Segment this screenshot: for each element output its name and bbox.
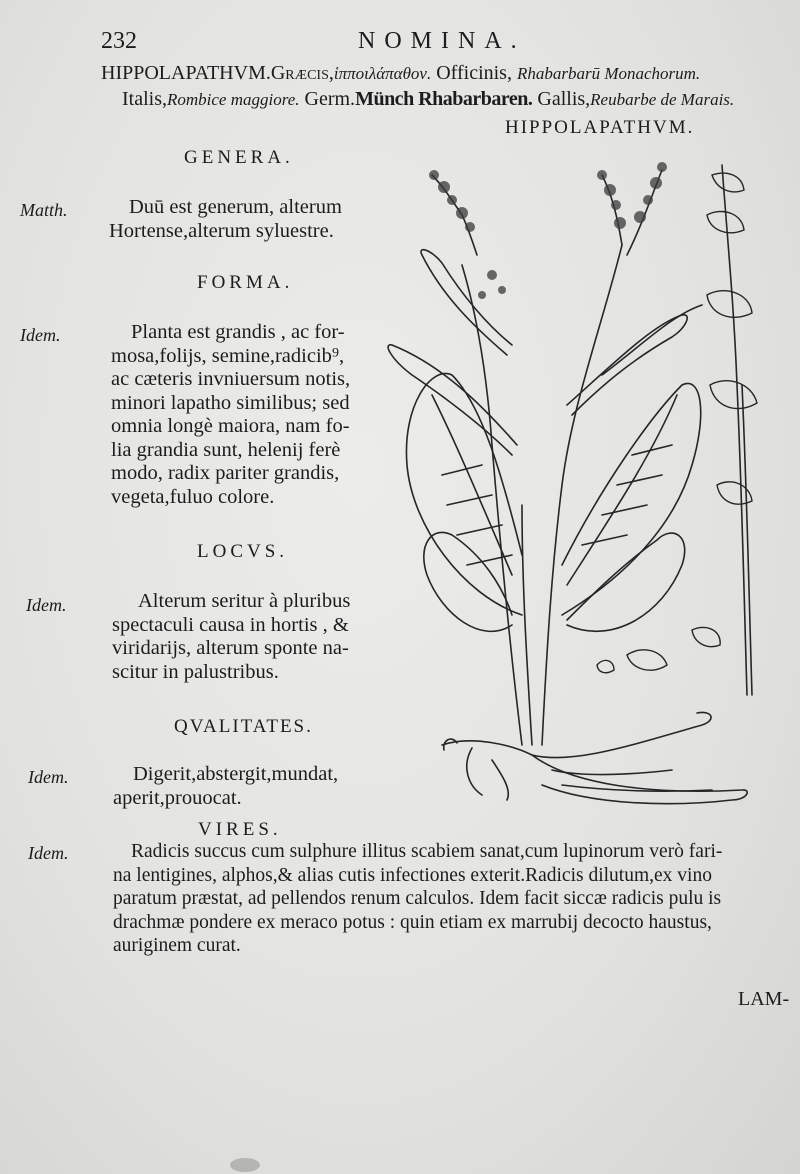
text-line: Duū est generum, alterum [129, 196, 342, 218]
text-line: drachmæ pondere ex meraco potus : quin etiam ex marrubij decocto haustus, [113, 911, 712, 933]
running-title: NOMINA. [358, 28, 526, 54]
heading-genera: GENERA. [184, 147, 294, 168]
text-line: auriginem curat. [113, 935, 241, 956]
heading-locus: LOCVS. [197, 541, 289, 562]
locus-text [112, 590, 350, 684]
names-italis: Italis, [122, 88, 167, 110]
margin-note-qualitates: Idem. [28, 767, 69, 787]
text-line: minori lapatho similibus; sed [111, 391, 350, 414]
page-number: 232 [101, 28, 137, 54]
margin-note-genera: Matth. [20, 200, 68, 220]
genera-text [109, 196, 342, 243]
text-line: mosa,folijs, semine,radicib⁹, [111, 344, 345, 367]
text-line: Radicis succus cum sulphure illitus scabiem sanat,cum lupinorum verò fari- [131, 841, 723, 862]
figure-caption: HIPPOLAPATHVM. [505, 117, 695, 138]
heading-forma: FORMA. [197, 272, 294, 293]
names-main: HIPPOLAPATHVM.Græcis, [101, 62, 334, 84]
text-line: viridarijs, alterum sponte na- [112, 637, 349, 659]
text-line: ac cæteris invniuersum notis, [111, 368, 351, 390]
text-line: Hortense,alterum syluestre. [109, 219, 334, 242]
names-greek: ἱπποιλάπαθον. [333, 64, 432, 83]
names-italian-name: Rombice maggiore. [167, 90, 300, 109]
names-officinis-name: Rhabarbarū Monachorum. [516, 64, 701, 83]
names-line-2 [122, 88, 734, 111]
vires-text [113, 840, 722, 958]
text-line: vegeta,fuluo colore. [111, 485, 275, 508]
forma-text [111, 321, 350, 509]
names-germ: Germ. [299, 88, 356, 110]
text-line: scitur in palustribus. [112, 660, 279, 683]
qualitates-text [113, 763, 338, 810]
text-line: modo, radix pariter grandis, [111, 462, 340, 484]
heading-qualitates: QVALITATES. [174, 716, 313, 737]
names-gallis: Gallis, [532, 88, 591, 110]
page-smudge [230, 1158, 260, 1172]
text-line: Planta est grandis , ac for- [131, 321, 345, 343]
catchword: LAM- [738, 988, 790, 1010]
hippolapathum-woodcut-illustration [372, 145, 796, 810]
text-line: omnia longè maiora, nam fo- [111, 415, 350, 437]
text-line: spectaculi causa in hortis , & [112, 613, 349, 636]
text-line: lia grandia sunt, helenij ferè [111, 438, 341, 461]
text-line: aperit,prouocat. [113, 786, 242, 809]
heading-vires: VIRES. [198, 819, 282, 840]
margin-note-vires: Idem. [28, 843, 69, 863]
text-line: Alterum seritur à pluribus [138, 590, 351, 612]
margin-note-locus: Idem. [26, 595, 67, 615]
margin-note-forma: Idem. [20, 325, 61, 345]
text-line: na lentigines, alphos,& alias cutis infectiones exterit.Radicis dilutum,ex vino [113, 864, 712, 886]
names-german-name: Münch Rhabarbaren. [355, 88, 533, 110]
names-french-name: Reubarbe de Marais. [590, 90, 735, 109]
text-line: Digerit,abstergit,mundat, [133, 763, 339, 785]
names-line-1 [101, 62, 700, 85]
text-line: paratum præstat, ad pellendos renum calculos. Idem facit siccæ radicis pulu is [113, 888, 722, 909]
names-officinis: Officinis, [431, 62, 512, 84]
